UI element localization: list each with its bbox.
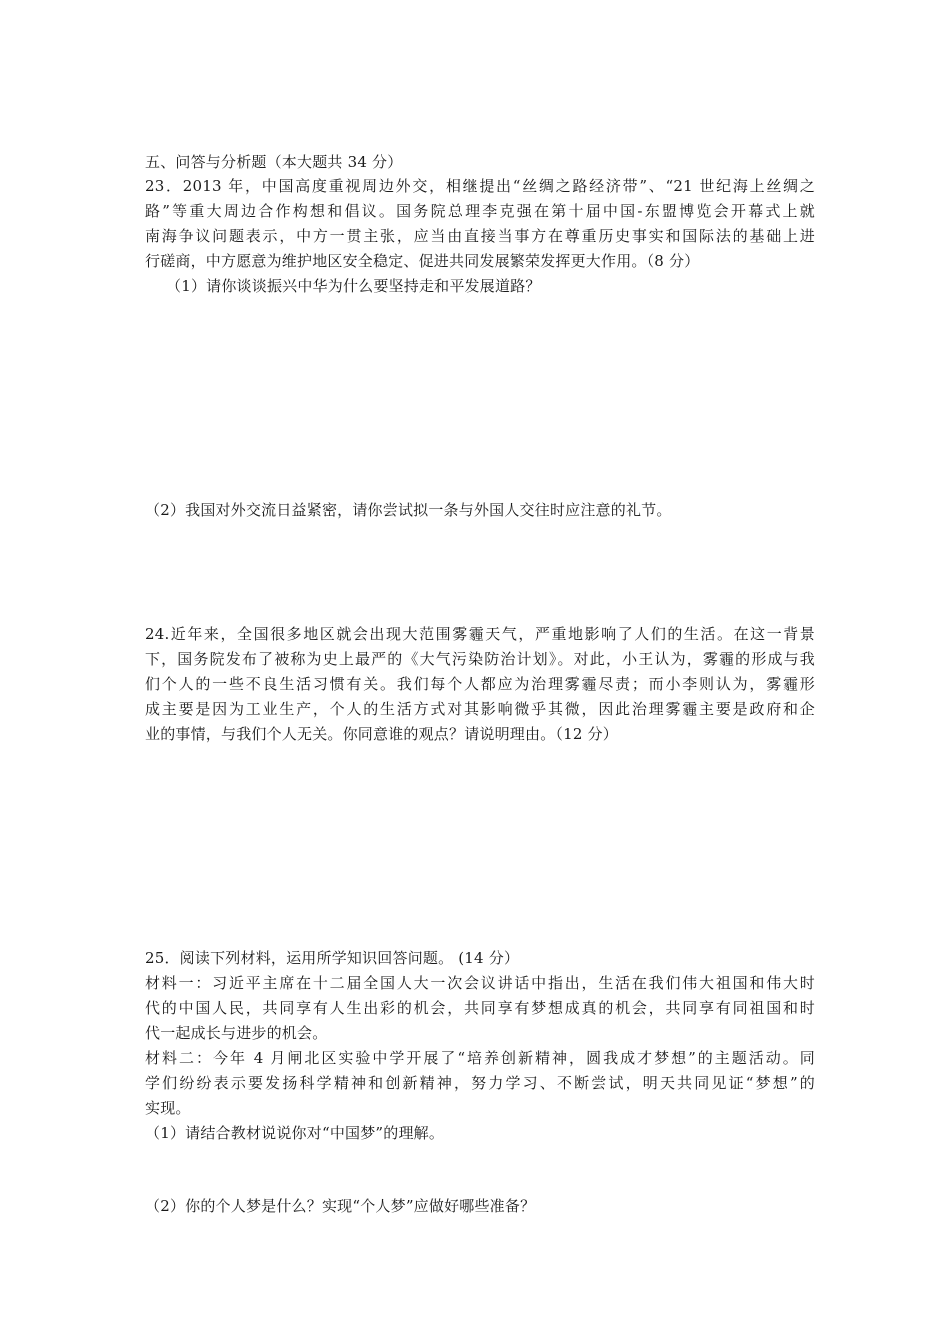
q25-material-2-line: 学们纷纷表示要发扬科学精神和创新精神，努力学习、不断尝试，明天共同见证“梦想”的: [145, 1074, 815, 1092]
q23-stem-line: 23．2013 年，中国高度重视周边外交，相继提出“丝绸之路经济带”、“21 世纪海上丝绸之: [145, 177, 815, 195]
q25-subquestion-1: （1）请结合教材说说你对“中国梦”的理解。: [145, 1124, 445, 1142]
q25-material-1-line: 材料一：习近平主席在十二届全国人大一次会议讲话中指出，生活在我们伟大祖国和伟大时: [145, 974, 815, 992]
q25-material-1-line: 代的中国人民，共同享有人生出彩的机会，共同享有梦想成真的机会，共同享有同祖国和时: [145, 999, 815, 1017]
q23-stem-line: 南海争议问题表示，中方一贯主张，应当由直接当事方在尊重历史事实和国际法的基础上进: [145, 227, 815, 245]
q25-material-2-line: 材料二：今年 4 月闸北区实验中学开展了“培养创新精神，圆我成才梦想”的主题活动。同: [145, 1049, 815, 1067]
q25-material-1-line: 代一起成长与进步的机会。: [145, 1024, 328, 1042]
q23-stem-line: 路”等重大周边合作构想和倡议。国务院总理李克强在第十届中国-东盟博览会开幕式上就: [145, 202, 815, 220]
q24-stem-line: 业的事情，与我们个人无关。你同意谁的观点？请说明理由。（12 分）: [145, 725, 618, 743]
q25-material-2-line: 实现。: [145, 1099, 191, 1117]
q24-stem-line: 下，国务院发布了被称为史上最严的《大气污染防治计划》。对此，小王认为，雾霾的形成与我: [145, 650, 815, 668]
q23-subquestion-1: （1）请你谈谈振兴中华为什么要坚持走和平发展道路？: [166, 277, 541, 295]
q23-stem-line: 行磋商，中方愿意为维护地区安全稳定、促进共同发展繁荣发挥更大作用。（8 分）: [145, 252, 700, 270]
section-heading: 五、问答与分析题（本大题共 34 分）: [145, 153, 403, 171]
q24-stem-line: 成主要是因为工业生产，个人的生活方式对其影响微乎其微，因此治理雾霾主要是政府和企: [145, 700, 815, 718]
q23-subquestion-2: （2）我国对外交流日益紧密，请你尝试拟一条与外国人交往时应注意的礼节。: [145, 501, 672, 519]
q25-stem: 25．阅读下列材料，运用所学知识回答问题。 (14 分）: [145, 949, 520, 967]
q25-subquestion-2: （2）你的个人梦是什么？实现“个人梦”应做好哪些准备？: [145, 1197, 536, 1215]
q24-stem-line: 24.近年来，全国很多地区就会出现大范围雾霾天气，严重地影响了人们的生活。在这一背景: [145, 625, 815, 643]
q24-stem-line: 们个人的一些不良生活习惯有关。我们每个人都应为治理雾霾尽责；而小李则认为，雾霾形: [145, 675, 815, 693]
